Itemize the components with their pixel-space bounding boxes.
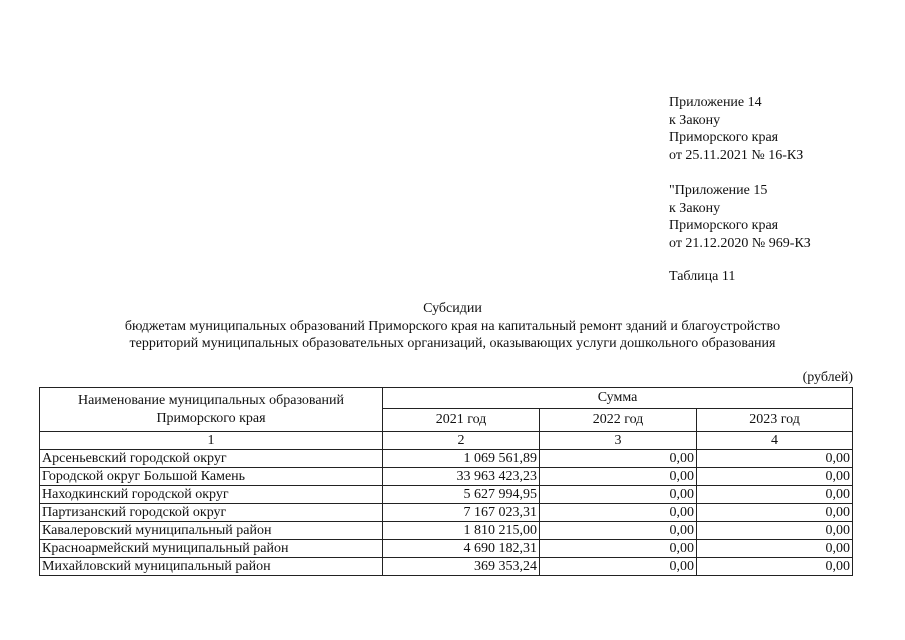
amount-2023: 0,00	[697, 522, 853, 540]
title-line: бюджетам муниципальных образований Приморского края на капитальный ремонт зданий и благоустройство	[124, 318, 781, 334]
municipality-name: Арсеньевский городской округ	[40, 450, 383, 468]
amount-2023: 0,00	[697, 450, 853, 468]
attachment-line: Приморского края	[669, 218, 779, 233]
column-number: 3	[540, 432, 697, 450]
header-name: Наименование муниципальных образований Приморского края	[40, 388, 383, 432]
subsidy-table	[39, 387, 853, 576]
municipality-name: Находкинский городской округ	[40, 486, 383, 504]
header-year: 2023 год	[697, 409, 853, 432]
table-row	[40, 522, 853, 540]
municipality-name: Красноармейский муниципальный район	[40, 540, 383, 558]
table-row	[40, 540, 853, 558]
attachment-line: от 25.11.2021 № 16-КЗ	[669, 147, 804, 163]
attachment-block	[669, 94, 811, 252]
amount-2022: 0,00	[540, 486, 697, 504]
table-row	[40, 504, 853, 522]
title-line: территорий муниципальных образовательных организаций, оказывающих услуги дошкольного образования	[129, 336, 776, 351]
amount-2021: 369 353,24	[383, 558, 540, 576]
amount-2023: 0,00	[697, 486, 853, 504]
attachment-line: к Закону	[669, 200, 721, 216]
amount-2022: 0,00	[540, 558, 697, 576]
header-year: 2022 год	[540, 409, 697, 432]
amount-2021: 33 963 423,23	[383, 468, 540, 486]
spacer	[669, 164, 811, 182]
column-number: 1	[40, 432, 383, 450]
header-sum: Сумма	[383, 388, 853, 409]
attachment-line: от 21.12.2020 № 969-КЗ	[669, 235, 811, 251]
attachment-line: Приложение 14	[669, 95, 762, 110]
amount-2022: 0,00	[540, 504, 697, 522]
amount-2022: 0,00	[540, 450, 697, 468]
amount-2021: 5 627 994,95	[383, 486, 540, 504]
table-label: Таблица 11	[669, 269, 736, 284]
attachment-line: "Приложение 15	[669, 183, 768, 198]
amount-2023: 0,00	[697, 468, 853, 486]
attachment-line: к Закону	[669, 112, 721, 128]
amount-2021: 4 690 182,31	[383, 540, 540, 558]
table-row	[40, 450, 853, 468]
table-row	[40, 486, 853, 504]
column-number: 4	[697, 432, 853, 450]
municipality-name: Михайловский муниципальный район	[40, 558, 383, 576]
title-line: Субсидии	[423, 301, 482, 316]
document-title	[0, 300, 905, 353]
amount-2021: 1 810 215,00	[383, 522, 540, 540]
amount-2022: 0,00	[540, 540, 697, 558]
amount-2022: 0,00	[540, 468, 697, 486]
amount-2021: 1 069 561,89	[383, 450, 540, 468]
amount-2023: 0,00	[697, 504, 853, 522]
amount-2023: 0,00	[697, 540, 853, 558]
table-row	[40, 468, 853, 486]
amount-2023: 0,00	[697, 558, 853, 576]
header-year: 2021 год	[383, 409, 540, 432]
municipality-name: Кавалеровский муниципальный район	[40, 522, 383, 540]
amount-2021: 7 167 023,31	[383, 504, 540, 522]
table-row	[40, 558, 853, 576]
units-label: (рублей)	[802, 370, 853, 385]
amount-2022: 0,00	[540, 522, 697, 540]
column-number: 2	[383, 432, 540, 450]
municipality-name: Городской округ Большой Камень	[40, 468, 383, 486]
attachment-line: Приморского края	[669, 130, 779, 145]
municipality-name: Партизанский городской округ	[40, 504, 383, 522]
